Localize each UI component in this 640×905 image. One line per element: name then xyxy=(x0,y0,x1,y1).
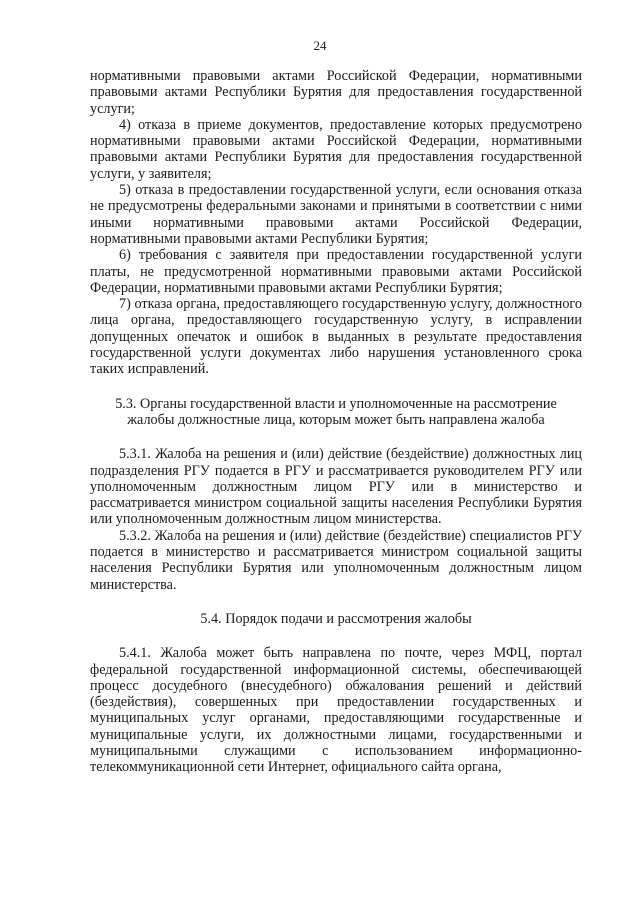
paragraph-5-3-1: 5.3.1. Жалоба на решения и (или) действие (бездействие) должностных лиц подразделения РГУ подается в РГУ и рассматривается руководителем РГУ или уполномоченным должностным лицом РГУ или в министерство и рассматривается министром социальной защиты населения Республики Бурятия или уполномоченным должностным лицом министерства. xyxy=(90,446,582,528)
document-body xyxy=(90,68,582,776)
section-5-3-heading: 5.3. Органы государственной власти и уполномоченные на рассмотрение жалобы должностные лица, которым может быть направлена жалоба xyxy=(115,395,557,428)
section-5-4-heading: 5.4. Порядок подачи и рассмотрения жалобы xyxy=(200,610,472,627)
page-number: 24 xyxy=(313,38,327,53)
paragraph-5-3-2: 5.3.2. Жалоба на решения и (или) действие (бездействие) специалистов РГУ подается в министерство и рассматривается министром социальной защиты населения Республики Бурятия или уполномоченным должностным лицом министерства. xyxy=(90,527,582,593)
paragraph-continuation: нормативными правовыми актами Российской Федерации, нормативными правовыми актами Республики Бурятия для предоставления государственной услуги; xyxy=(90,68,582,117)
list-item-7: 7) отказа органа, предоставляющего государственную услугу, должностного лица органа, предоставляющего государственную услугу, в исправлении допущенных опечаток и ошибок в выданных в результате предоставления государственной услуги документах либо нарушения установленного срока таких исправлений. xyxy=(90,296,582,378)
list-item-6: 6) требования с заявителя при предоставлении государственной услуги платы, не предусмотренной нормативными правовыми актами Российской Федерации, нормативными правовыми актами Республики Бурятия; xyxy=(90,247,582,296)
list-item-4: 4) отказа в приеме документов, предоставление которых предусмотрено нормативными правовыми актами Российской Федерации, нормативными правовыми актами Республики Бурятия для предоставления государственной услуги, у заявителя; xyxy=(90,116,582,182)
paragraph-5-4-1: 5.4.1. Жалоба может быть направлена по почте, через МФЦ, портал федеральной государственной информационной системы, обеспечивающей процесс досудебного (внесудебного) обжалования решений и действий (бездействия), совершенных при предоставлении государственных и муниципальных услуг органами, предоставляющими государственные и муниципальные услуги, их должностными лицами, государственными и муниципальными служащими с использованием информационно-телекоммуникационной сети Интернет, официального сайта органа, xyxy=(90,645,582,776)
list-item-5: 5) отказа в предоставлении государственной услуги, если основания отказа не предусмотрены федеральными законами и принятыми в соответствии с ними иными нормативными правовыми актами Российской Федерации, нормативными правовыми актами Республики Бурятия; xyxy=(90,182,582,247)
